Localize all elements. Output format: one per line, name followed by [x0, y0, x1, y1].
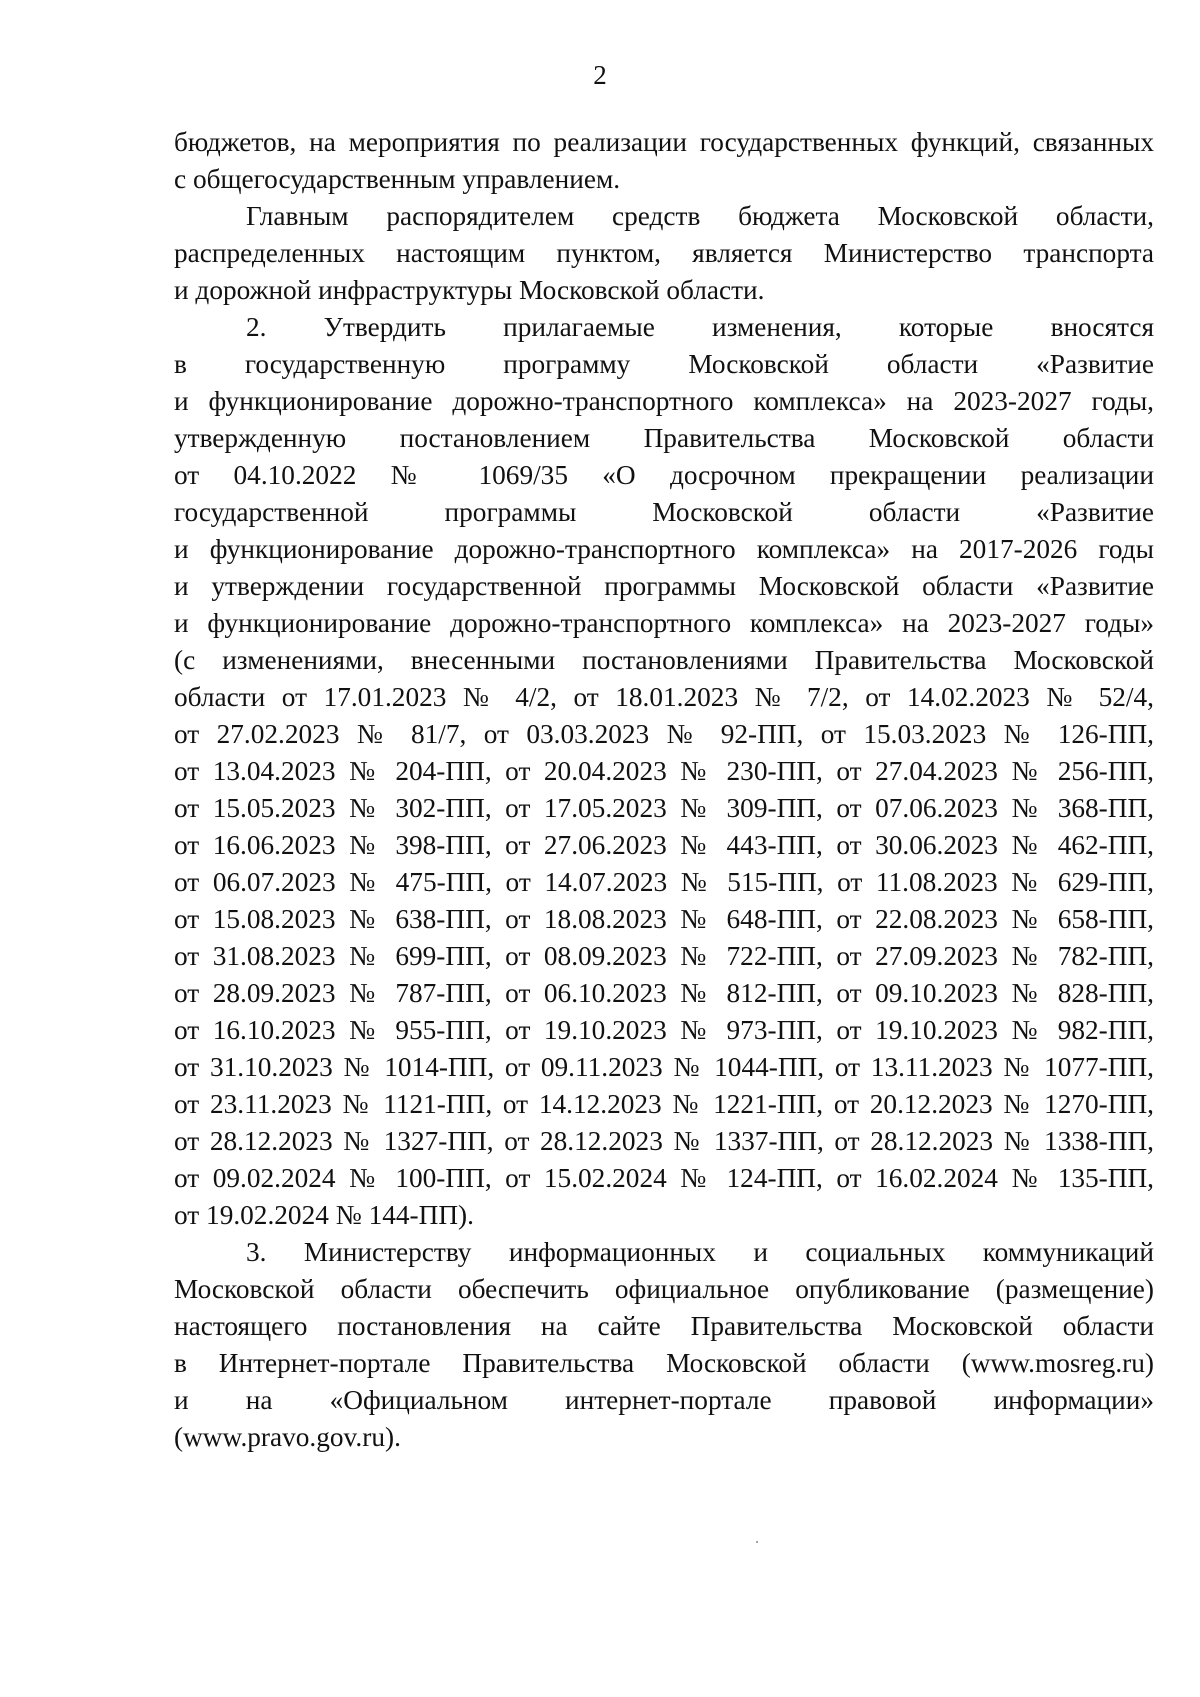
- text-line: и на «Официальном интернет-портале правовой информации»: [174, 1385, 1154, 1415]
- text-line: и утверждении государственной программы Московской области «Развитие: [174, 571, 1154, 601]
- text-line: настоящего постановления на сайте Правительства Московской области: [174, 1311, 1154, 1341]
- text-line: от 06.07.2023 № 475-ПП, от 14.07.2023 № 515-ПП, от 11.08.2023 № 629-ПП,: [174, 867, 1154, 897]
- paragraph-chief-administrator: [174, 198, 1154, 309]
- text-line: от 31.08.2023 № 699-ПП, от 08.09.2023 № 722-ПП, от 27.09.2023 № 782-ПП,: [174, 941, 1154, 971]
- text-line: от 28.12.2023 № 1327-ПП, от 28.12.2023 № 1337-ПП, от 28.12.2023 № 1338-ПП,: [174, 1126, 1154, 1156]
- text-line: от 23.11.2023 № 1121-ПП, от 14.12.2023 № 1221-ПП, от 20.12.2023 № 1270-ПП,: [174, 1089, 1154, 1119]
- text-line: от 04.10.2022 № 1069/35 «О досрочном прекращении реализации: [174, 460, 1154, 490]
- text-line: от 15.08.2023 № 638-ПП, от 18.08.2023 № 648-ПП, от 22.08.2023 № 658-ПП,: [174, 904, 1154, 934]
- text-line: государственной программы Московской области «Развитие: [174, 497, 1154, 527]
- text-line: Главным распорядителем средств бюджета Московской области,: [246, 201, 1154, 231]
- text-line: (с изменениями, внесенными постановлениями Правительства Московской: [174, 645, 1154, 675]
- text-line: в государственную программу Московской области «Развитие: [174, 349, 1154, 379]
- text-line: от 19.02.2024 № 144-ПП).: [174, 1200, 474, 1230]
- text-line: и дорожной инфраструктуры Московской области.: [174, 275, 765, 305]
- text-line: и функционирование дорожно-транспортного комплекса» на 2023-2027 годы»: [174, 608, 1154, 638]
- text-line: (www.pravo.gov.ru).: [174, 1422, 401, 1452]
- text-line: бюджетов, на мероприятия по реализации государственных функций, связанных: [174, 127, 1154, 157]
- text-line: от 16.06.2023 № 398-ПП, от 27.06.2023 № 443-ПП, от 30.06.2023 № 462-ПП,: [174, 830, 1154, 860]
- paragraph-item-2: [174, 309, 1154, 1234]
- text-line: и функционирование дорожно-транспортного комплекса» на 2023-2027 годы,: [174, 386, 1154, 416]
- text-line: от 28.09.2023 № 787-ПП, от 06.10.2023 № 812-ПП, от 09.10.2023 № 828-ПП,: [174, 978, 1154, 1008]
- text-line: от 15.05.2023 № 302-ПП, от 17.05.2023 № 309-ПП, от 07.06.2023 № 368-ПП,: [174, 793, 1154, 823]
- text-line: от 09.02.2024 № 100-ПП, от 15.02.2024 № 124-ПП, от 16.02.2024 № 135-ПП,: [174, 1163, 1154, 1193]
- text-line: области от 17.01.2023 № 4/2, от 18.01.2023 № 7/2, от 14.02.2023 № 52/4,: [174, 682, 1154, 712]
- text-line: с общегосударственным управлением.: [174, 164, 621, 194]
- paragraph-item-3: [174, 1234, 1154, 1456]
- text-line: утвержденную постановлением Правительства Московской области: [174, 423, 1154, 453]
- text-line: от 13.04.2023 № 204-ПП, от 20.04.2023 № 230-ПП, от 27.04.2023 № 256-ПП,: [174, 756, 1154, 786]
- text-line: от 27.02.2023 № 81/7, от 03.03.2023 № 92-ПП, от 15.03.2023 № 126-ПП,: [174, 719, 1154, 749]
- paragraph-budget-continuation: [174, 124, 1154, 198]
- text-line: распределенных настоящим пунктом, является Министерство транспорта: [174, 238, 1154, 268]
- text-line: Московской области обеспечить официальное опубликование (размещение): [174, 1274, 1154, 1304]
- page-number: 2: [593, 60, 607, 90]
- text-line: 2. Утвердить прилагаемые изменения, которые вносятся: [246, 312, 1154, 342]
- text-line: от 31.10.2023 № 1014-ПП, от 09.11.2023 № 1044-ПП, от 13.11.2023 № 1077-ПП,: [174, 1052, 1154, 1082]
- text-line: и функционирование дорожно-транспортного комплекса» на 2017-2026 годы: [174, 534, 1154, 564]
- scan-speck: [756, 1541, 758, 1543]
- text-line: в Интернет-портале Правительства Московской области (www.mosreg.ru): [174, 1348, 1154, 1378]
- text-line: 3. Министерству информационных и социальных коммуникаций: [246, 1237, 1154, 1267]
- document-body: [174, 124, 1154, 1456]
- text-line: от 16.10.2023 № 955-ПП, от 19.10.2023 № 973-ПП, от 19.10.2023 № 982-ПП,: [174, 1015, 1154, 1045]
